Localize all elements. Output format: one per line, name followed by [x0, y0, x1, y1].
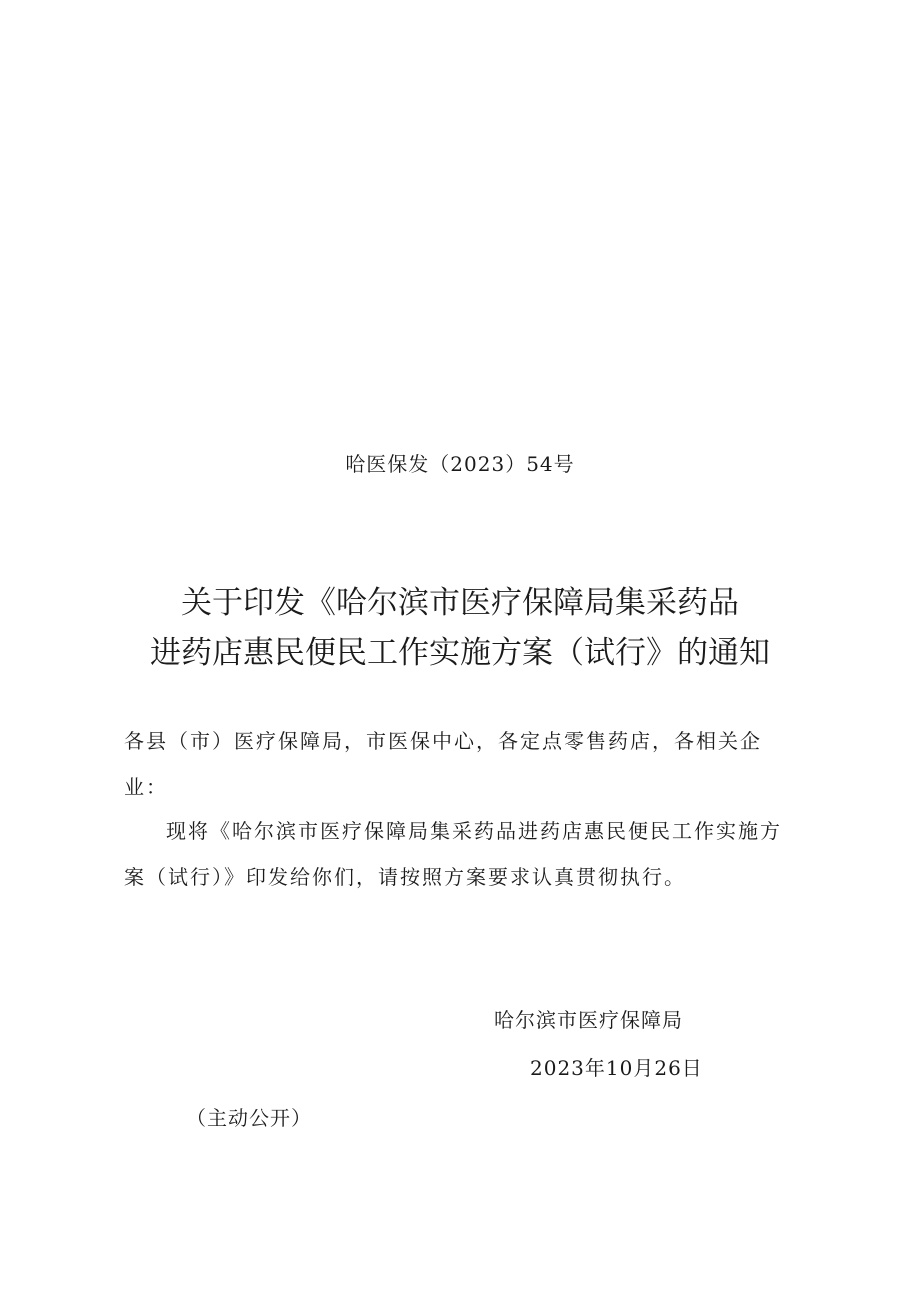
disclosure-label: （主动公开）	[186, 1106, 312, 1130]
signature-date: 2023年10月26日	[530, 1056, 703, 1080]
title-line-1: 关于印发《哈尔滨市医疗保障局集采药品	[181, 585, 739, 621]
title-line-2: 进药店惠民便民工作实施方案（试行》的通知	[150, 635, 770, 671]
recipients-text: 各县（市）医疗保障局，市医保中心，各定点零售药店，各相关企业：	[124, 729, 762, 799]
body-paragraph: 现将《哈尔滨市医疗保障局集采药品进药店惠民便民工作实施方案（试行）》印发给你们，请按照方案要求认真贯彻执行。	[124, 819, 782, 889]
signature-organization: 哈尔滨市医疗保障局	[494, 1008, 683, 1032]
document-number: 哈医保发（2023）54号	[345, 452, 575, 476]
document-title	[0, 578, 920, 678]
